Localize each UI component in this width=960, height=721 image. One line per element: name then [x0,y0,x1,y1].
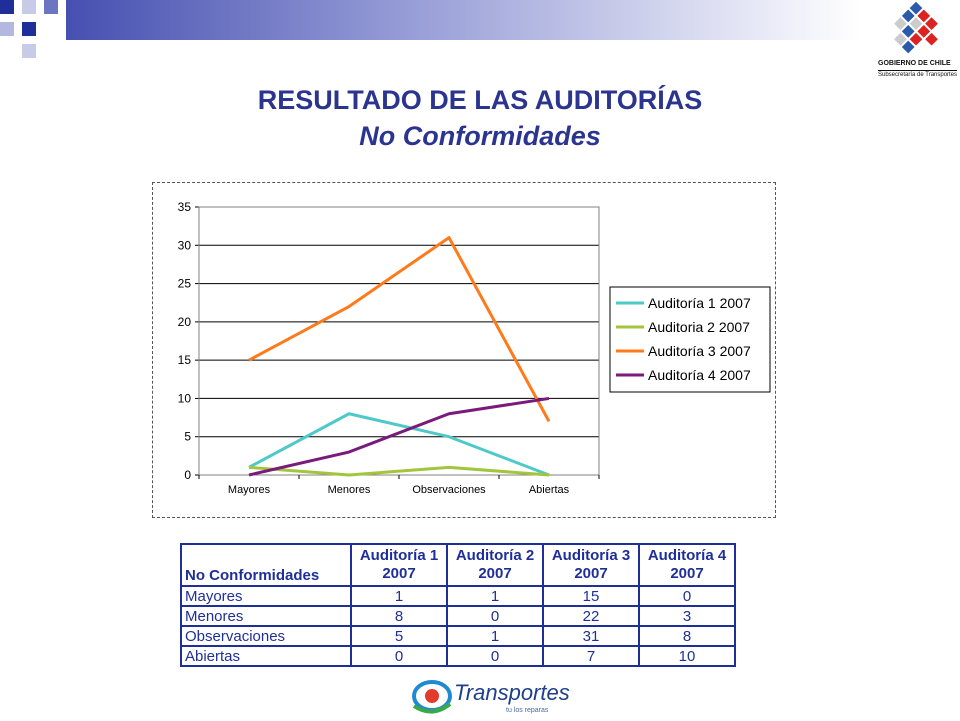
y-tick-label: 5 [184,429,191,444]
row-label: Observaciones [181,626,351,646]
cell-value: 3 [639,606,735,626]
chart-frame [152,182,776,518]
legend-label: Auditoría 4 2007 [648,367,751,383]
series-line-2 [249,467,549,475]
cell-value: 31 [543,626,639,646]
cell-value: 1 [447,626,543,646]
cell-value: 10 [639,646,735,666]
data-table [180,543,736,667]
table-row [181,646,735,666]
cell-value: 8 [351,606,447,626]
col-header-auditoria-3: Auditoría 3 2007 [543,544,639,586]
y-tick-label: 35 [177,200,191,214]
page-title: RESULTADO DE LAS AUDITORÍAS [257,85,703,115]
col-header-auditoria-2: Auditoría 2 2007 [447,544,543,586]
line-chart [153,183,775,517]
page-subtitle: No Conformidades [359,121,601,151]
cell-value: 15 [543,586,639,606]
cell-value: 5 [351,626,447,646]
table-row [181,586,735,606]
y-tick-label: 10 [177,391,191,406]
x-tick-label: Mayores [227,484,271,496]
transportes-logo [410,676,570,718]
transportes-tagline: tu los reparas [506,707,549,714]
cell-value: 0 [351,646,447,666]
logo-line1: GOBIERNO DE CHILE [878,60,951,67]
table-row [181,606,735,626]
x-tick-label: Abiertas [528,484,570,496]
col-header-auditoria-1: Auditoría 1 2007 [351,544,447,586]
y-tick-label: 30 [177,238,191,253]
cell-value: 1 [351,586,447,606]
logo-line2: Subsecretaría de Transportes [878,72,958,78]
legend-label: Auditoría 1 2007 [648,295,751,311]
cell-value: 0 [447,646,543,666]
cell-value: 22 [543,606,639,626]
gobierno-chile-emblem [872,0,960,62]
y-tick-label: 20 [177,314,191,329]
y-tick-label: 25 [177,276,191,291]
transportes-name: Transportes [454,680,570,705]
x-tick-label: Menores [327,484,371,496]
table-corner-header: No Conformidades [181,544,351,586]
cell-value: 0 [447,606,543,626]
top-gradient-bar [66,0,860,40]
plot-area [199,207,599,475]
cell-value: 1 [447,586,543,606]
row-label: Abiertas [181,646,351,666]
row-label: Mayores [181,586,351,606]
x-tick-label: Observaciones [412,484,486,496]
legend-label: Auditoría 3 2007 [648,343,751,359]
series-line-3 [249,238,549,422]
row-label: Menores [181,606,351,626]
transportes-swirl-icon [410,676,454,716]
y-tick-label: 0 [184,468,191,482]
gobierno-chile-logo [872,0,960,82]
col-header-auditoria-4: Auditoría 4 2007 [639,544,735,586]
cell-value: 0 [639,586,735,606]
cell-value: 8 [639,626,735,646]
table-row [181,626,735,646]
cell-value: 7 [543,646,639,666]
y-tick-label: 15 [177,353,191,368]
legend-label: Auditoria 2 2007 [648,319,750,335]
